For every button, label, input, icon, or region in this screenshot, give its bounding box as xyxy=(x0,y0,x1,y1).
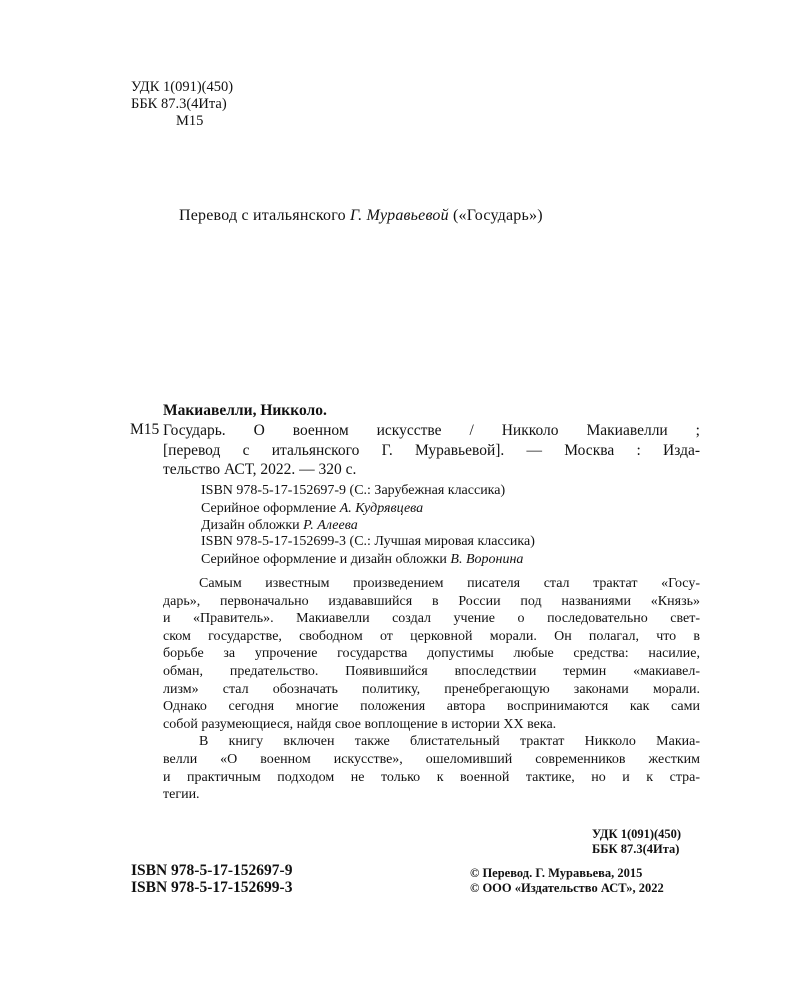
bibliography-code: М15 xyxy=(130,421,160,438)
annotation-line: собой разумеющиеся, найдя свое воплощение в истории XX века. xyxy=(163,716,557,732)
author-heading: Макиавелли, Никколо. xyxy=(163,402,327,419)
credit-name: В. Воронина xyxy=(450,551,524,567)
annotation-line: тегии. xyxy=(163,787,200,803)
author-mark: М15 xyxy=(176,113,204,129)
footer-isbn: ISBN 978-5-17-152697-9 xyxy=(131,862,293,879)
footer-udk: УДК 1(091)(450) xyxy=(592,827,682,841)
credit-name: А. Кудрявцева xyxy=(339,500,424,516)
annotation xyxy=(163,575,700,804)
isbn-series-group xyxy=(201,533,535,568)
annotation-line: лизм» стал обозначать политику, пренебрегающую законами морали. xyxy=(163,681,700,697)
footer-bbk: ББК 87.3(4Ита) xyxy=(592,842,680,856)
isbn-series-group xyxy=(201,482,505,535)
footer-isbn-block xyxy=(131,862,292,896)
bibliographic-description xyxy=(163,421,700,480)
bbk-code: ББК 87.3(4Ита) xyxy=(131,96,227,112)
isbn-series-line: ISBN 978-5-17-152697-9 (С.: Зарубежная классика) xyxy=(201,483,506,498)
translator-name: Г. Муравьевой xyxy=(350,207,449,224)
annotation-line: дарь», первоначально издававшийся в России под названиями «Князь» xyxy=(163,593,700,609)
bibliography-line: Государь. О военном искусстве / Никколо Макиавелли ; xyxy=(163,422,700,439)
udk-code: УДК 1(091)(450) xyxy=(131,79,234,95)
translation-credit xyxy=(179,207,543,225)
bibliography-line: [перевод с итальянского Г. Муравьевой]. — Москва : Изда- xyxy=(163,441,700,459)
annotation-line: и практичным подходом не только к военной тактике, но и к стра- xyxy=(163,769,700,785)
credit-label: Дизайн обложки xyxy=(201,518,300,533)
credit-line xyxy=(201,500,505,518)
translation-prefix: Перевод с итальянского xyxy=(179,207,346,224)
isbn-series-line: ISBN 978-5-17-152699-3 (С.: Лучшая мировая классика) xyxy=(201,534,535,549)
annotation-line: Однако сегодня многие положения автора воспринимаются как сами xyxy=(163,699,700,715)
footer-classification xyxy=(592,827,681,857)
copyright-line: © Перевод. Г. Муравьева, 2015 xyxy=(470,866,643,880)
translation-suffix: («Государь») xyxy=(453,207,543,224)
copyright-block xyxy=(470,866,664,896)
annotation-line: Самым известным произведением писателя стал трактат «Госу- xyxy=(199,576,700,591)
annotation-line: велли «О военном искусстве», ошеломивший современников жестким xyxy=(163,751,700,767)
credit-line xyxy=(201,551,535,569)
annotation-line: обман, предательство. Появившийся впоследствии термин «макиавел- xyxy=(163,663,700,679)
credit-line xyxy=(201,517,505,535)
credit-label: Серийное оформление и дизайн обложки xyxy=(201,551,447,567)
credit-name: Р. Алеева xyxy=(303,518,358,533)
annotation-line: и «Правитель». Макиавелли создал учение о последовательно свет- xyxy=(163,611,700,627)
annotation-line: борьбе за упрочение государства допустимы любые средства: насилие, xyxy=(163,646,700,662)
copyright-line: © ООО «Издательство АСТ», 2022 xyxy=(470,881,664,895)
bibliography-line: тельство АСТ, 2022. — 320 с. xyxy=(163,461,357,478)
classification-block xyxy=(131,79,233,130)
annotation-line: В книгу включен также блистательный трактат Никколо Макиа- xyxy=(199,734,700,750)
footer-isbn: ISBN 978-5-17-152699-3 xyxy=(131,879,293,896)
annotation-line: ском государстве, свободном от церковной морали. Он полагал, что в xyxy=(163,628,700,644)
credit-label: Серийное оформление xyxy=(201,500,337,516)
